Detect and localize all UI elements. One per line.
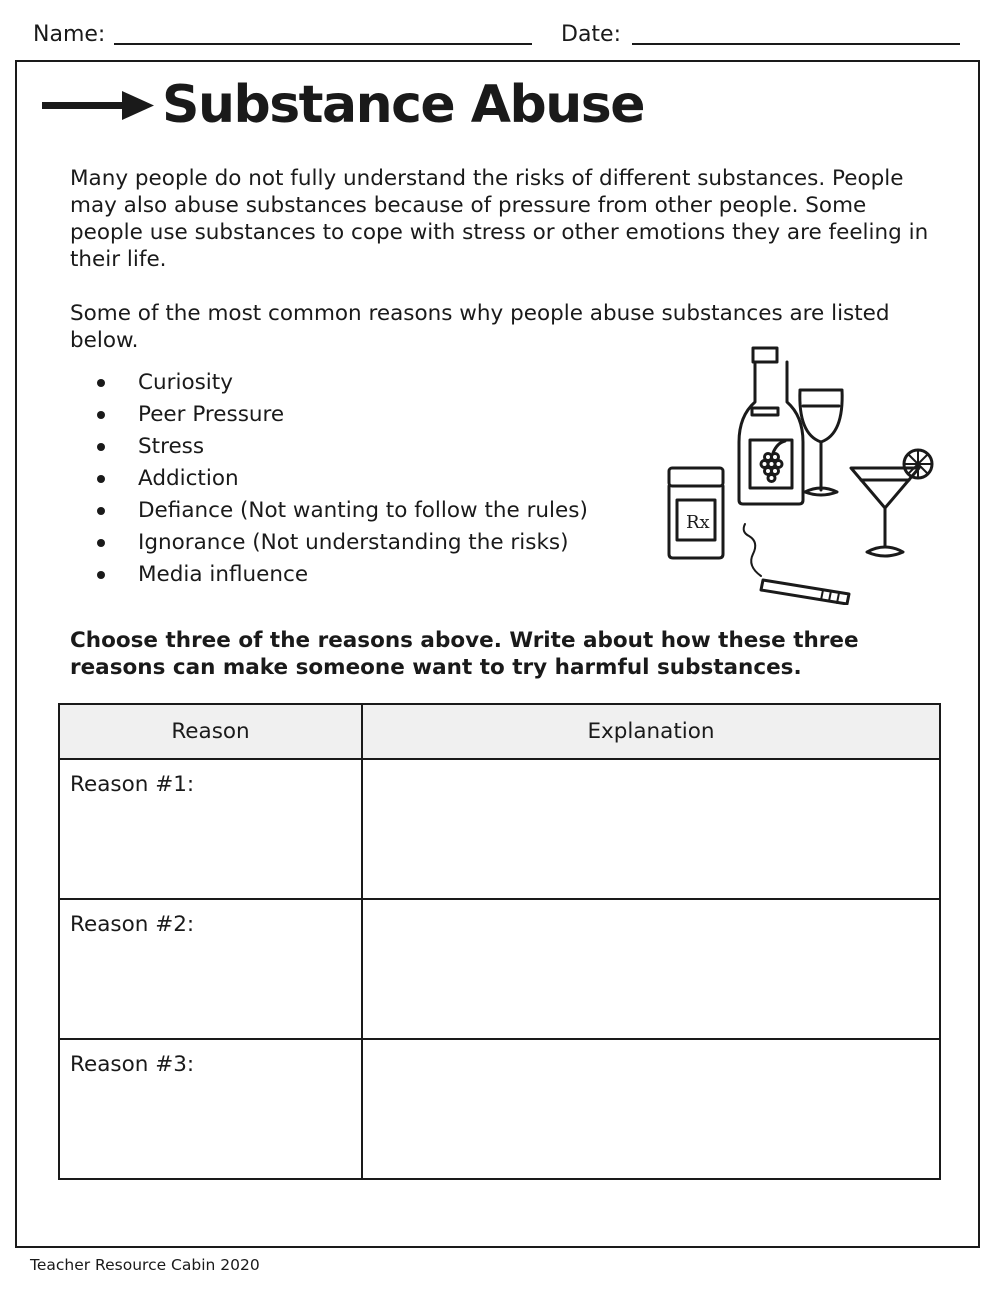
table-row bbox=[59, 899, 940, 1039]
list-item: Curiosity bbox=[95, 368, 588, 400]
bullet-icon bbox=[97, 443, 105, 451]
column-header-reason: Reason bbox=[59, 704, 362, 759]
page-title: Substance Abuse bbox=[162, 75, 645, 135]
list-item: Media influence bbox=[95, 560, 588, 592]
bullet-icon bbox=[97, 379, 105, 387]
martini-glass-icon bbox=[851, 450, 932, 556]
arrow-right-icon bbox=[42, 88, 154, 122]
table-row bbox=[59, 1039, 940, 1179]
table-row bbox=[59, 759, 940, 899]
bullet-icon bbox=[97, 571, 105, 579]
reasons-table bbox=[58, 703, 941, 1180]
wine-glass-icon bbox=[800, 390, 842, 495]
date-field[interactable] bbox=[632, 43, 960, 45]
rx-label: Rx bbox=[686, 512, 710, 533]
explanation-cell-3[interactable] bbox=[362, 1039, 940, 1179]
name-label: Name: bbox=[33, 22, 106, 47]
table-header-row bbox=[59, 704, 940, 759]
substances-illustration bbox=[655, 340, 945, 605]
instructions: Choose three of the reasons above. Write about how these three reasons can make someone want to try harmful substances. bbox=[70, 628, 859, 680]
list-item: Addiction bbox=[95, 464, 588, 496]
footer-credit: Teacher Resource Cabin 2020 bbox=[30, 1256, 260, 1274]
explanation-cell-2[interactable] bbox=[362, 899, 940, 1039]
intro-paragraph: Many people do not fully understand the risks of different substances. People may also abuse substances because of pressure from other people. Some people use substances to cope with stress or other emotions they are feeling in their life. bbox=[70, 166, 929, 272]
list-item: Stress bbox=[95, 432, 588, 464]
explanation-cell-1[interactable] bbox=[362, 759, 940, 899]
list-item: Ignorance (Not understanding the risks) bbox=[95, 528, 588, 560]
column-header-explanation: Explanation bbox=[362, 704, 940, 759]
reason-cell-1[interactable]: Reason #1: bbox=[59, 759, 362, 899]
list-item: Defiance (Not wanting to follow the rules) bbox=[95, 496, 588, 528]
wine-bottle-icon bbox=[739, 348, 803, 504]
pill-bottle-icon bbox=[669, 468, 723, 558]
list-intro-paragraph: Some of the most common reasons why people abuse substances are listed below. bbox=[70, 301, 890, 353]
cigarette-icon bbox=[744, 524, 849, 604]
reason-cell-3[interactable]: Reason #3: bbox=[59, 1039, 362, 1179]
list-item: Peer Pressure bbox=[95, 400, 588, 432]
reasons-list bbox=[95, 368, 588, 592]
bullet-icon bbox=[97, 539, 105, 547]
date-label: Date: bbox=[561, 22, 621, 47]
bullet-icon bbox=[97, 507, 105, 515]
reason-cell-2[interactable]: Reason #2: bbox=[59, 899, 362, 1039]
name-field[interactable] bbox=[114, 43, 532, 45]
bullet-icon bbox=[97, 475, 105, 483]
bullet-icon bbox=[97, 411, 105, 419]
